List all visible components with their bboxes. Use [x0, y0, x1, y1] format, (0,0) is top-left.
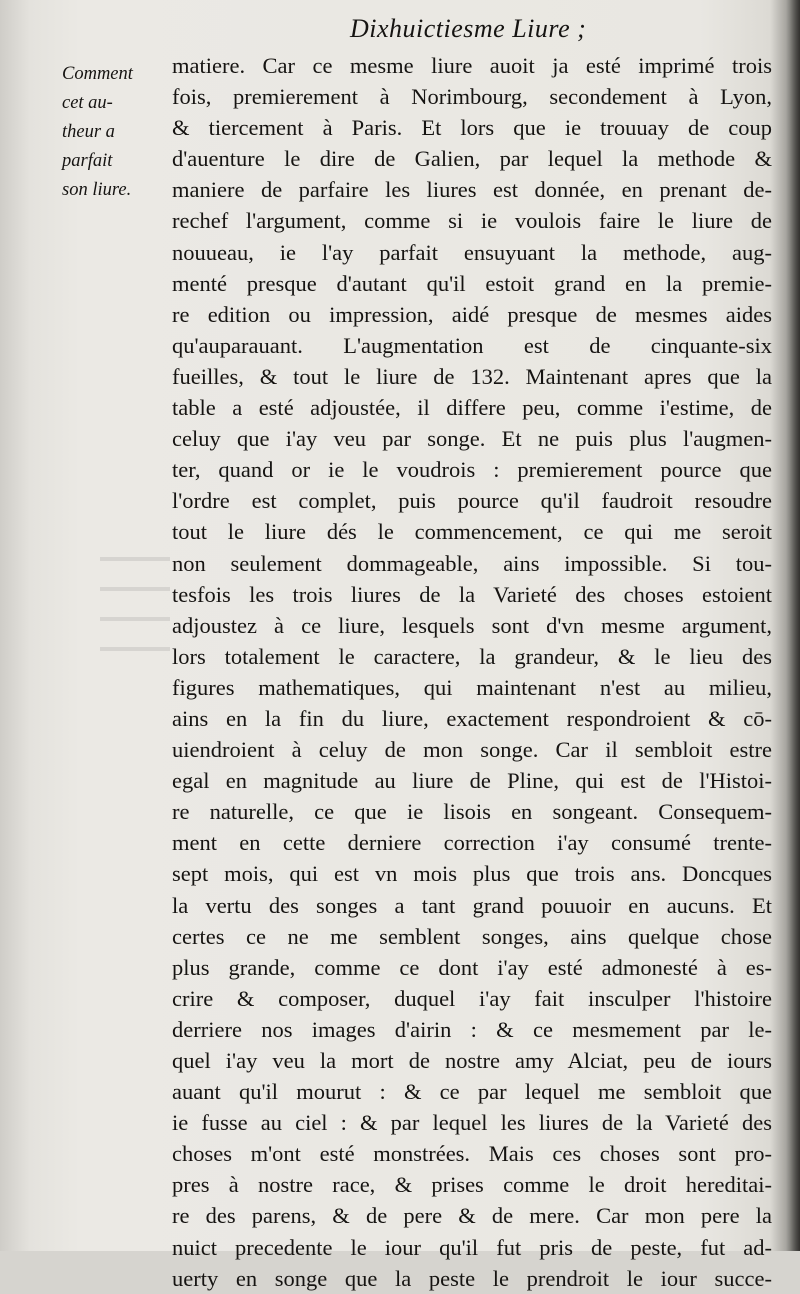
text-line: & tiercement à Paris. Et lors que ie trouuay de coup — [172, 115, 772, 141]
text-line: qu'auparauant. L'augmentation est de cinquante-six — [172, 332, 772, 358]
margin-note-line: cet au- — [62, 93, 113, 113]
text-line: uerty en songe que la peste le prendroit le iour succe- — [172, 1265, 772, 1291]
text-line: quel i'ay veu la mort de nostre amy Alciat, peu de iours — [172, 1048, 772, 1073]
text-line: ter, quand or ie le voudrois : premierement pource que — [172, 457, 772, 483]
text-line: auant qu'il mourut : & ce par lequel me sembloit que — [172, 1079, 772, 1105]
text-line: adjoustez à ce liure, lesquels sont d'vn mesme argument, — [172, 612, 772, 638]
text-line: menté presque d'autant qu'il estoit grand en la premie- — [172, 270, 772, 296]
text-line: ie fusse au ciel : & par lequel les liures de la Varieté des — [172, 1110, 772, 1136]
binding-shadow — [786, 0, 800, 1251]
text-line: certes ce ne me semblent songes, ains quelque chose — [172, 923, 772, 949]
margin-note-line: parfait — [62, 151, 113, 171]
text-line: maniere de parfaire les liures est donnée, en prenant de- — [172, 177, 772, 203]
text-line: matiere. Car ce mesme liure auoit ja esté imprimé trois — [172, 53, 772, 78]
text-line: celuy que i'ay veu par songe. Et ne puis plus l'augmen- — [172, 426, 772, 452]
text-line: non seulement dommageable, ains impossible. Si tou- — [172, 550, 772, 576]
text-line: tout le liure dés le commencement, ce qui me seroit — [172, 519, 772, 545]
text-line: derriere nos images d'airin : & ce mesmement par le- — [172, 1016, 772, 1042]
show-through-ink — [100, 545, 170, 675]
text-line: la vertu des songes a tant grand pouuoir en aucuns. Et — [172, 892, 772, 918]
text-line: re des parens, & de pere & de mere. Car mon pere la — [172, 1203, 772, 1229]
text-line: d'auenture le dire de Galien, par lequel la methode & — [172, 146, 772, 172]
running-head: Dixhuictiesme Liure ; — [350, 14, 587, 43]
text-line: uiendroient à celuy de mon songe. Car il sembloit estre — [172, 737, 772, 763]
text-line: nuict precedente le iour qu'il fut pris de peste, fut ad- — [172, 1234, 772, 1260]
margin-note-line: son liure. — [62, 180, 132, 200]
text-line: pres à nostre race, & prises comme le droit hereditai- — [172, 1172, 772, 1198]
margin-note-line: Comment — [62, 64, 133, 84]
text-line: tesfois les trois liures de la Varieté des choses estoient — [172, 581, 772, 607]
margin-note — [62, 60, 170, 205]
body-text — [172, 50, 772, 1294]
text-line: rechef l'argument, comme si ie voulois faire le liure de — [172, 208, 772, 234]
text-line: table a esté adjoustée, il differe peu, comme i'estime, de — [172, 395, 772, 421]
text-line: sept mois, qui est vn mois plus que trois ans. Doncques — [172, 861, 772, 887]
margin-note-line: theur a — [62, 122, 115, 142]
text-line: choses m'ont esté monstrées. Mais ces choses sont pro- — [172, 1141, 772, 1167]
text-line: l'ordre est complet, puis pource qu'il faudroit resoudre — [172, 488, 772, 514]
text-line: nouueau, ie l'ay parfait ensuyuant la methode, aug- — [172, 239, 772, 265]
text-line: re edition ou impression, aidé presque de mesmes aides — [172, 301, 772, 327]
text-line: re naturelle, ce que ie lisois en songeant. Consequem- — [172, 799, 772, 825]
text-line: fois, premierement à Norimbourg, secondement à Lyon, — [172, 84, 772, 110]
text-line: ment en cette derniere correction i'ay consumé trente- — [172, 830, 772, 856]
text-line: ains en la fin du liure, exactement respondroient & cō- — [172, 705, 772, 731]
text-line: egal en magnitude au liure de Pline, qui est de l'Histoi- — [172, 768, 772, 794]
text-line: figures mathematiques, qui maintenant n'est au milieu, — [172, 674, 772, 700]
text-line: fueilles, & tout le liure de 132. Maintenant apres que la — [172, 363, 772, 389]
text-line: lors totalement le caractere, la grandeur, & le lieu des — [172, 643, 772, 669]
text-line: crire & composer, duquel i'ay fait insculper l'histoire — [172, 985, 772, 1011]
text-line: plus grande, comme ce dont i'ay esté admonesté à es- — [172, 954, 772, 980]
